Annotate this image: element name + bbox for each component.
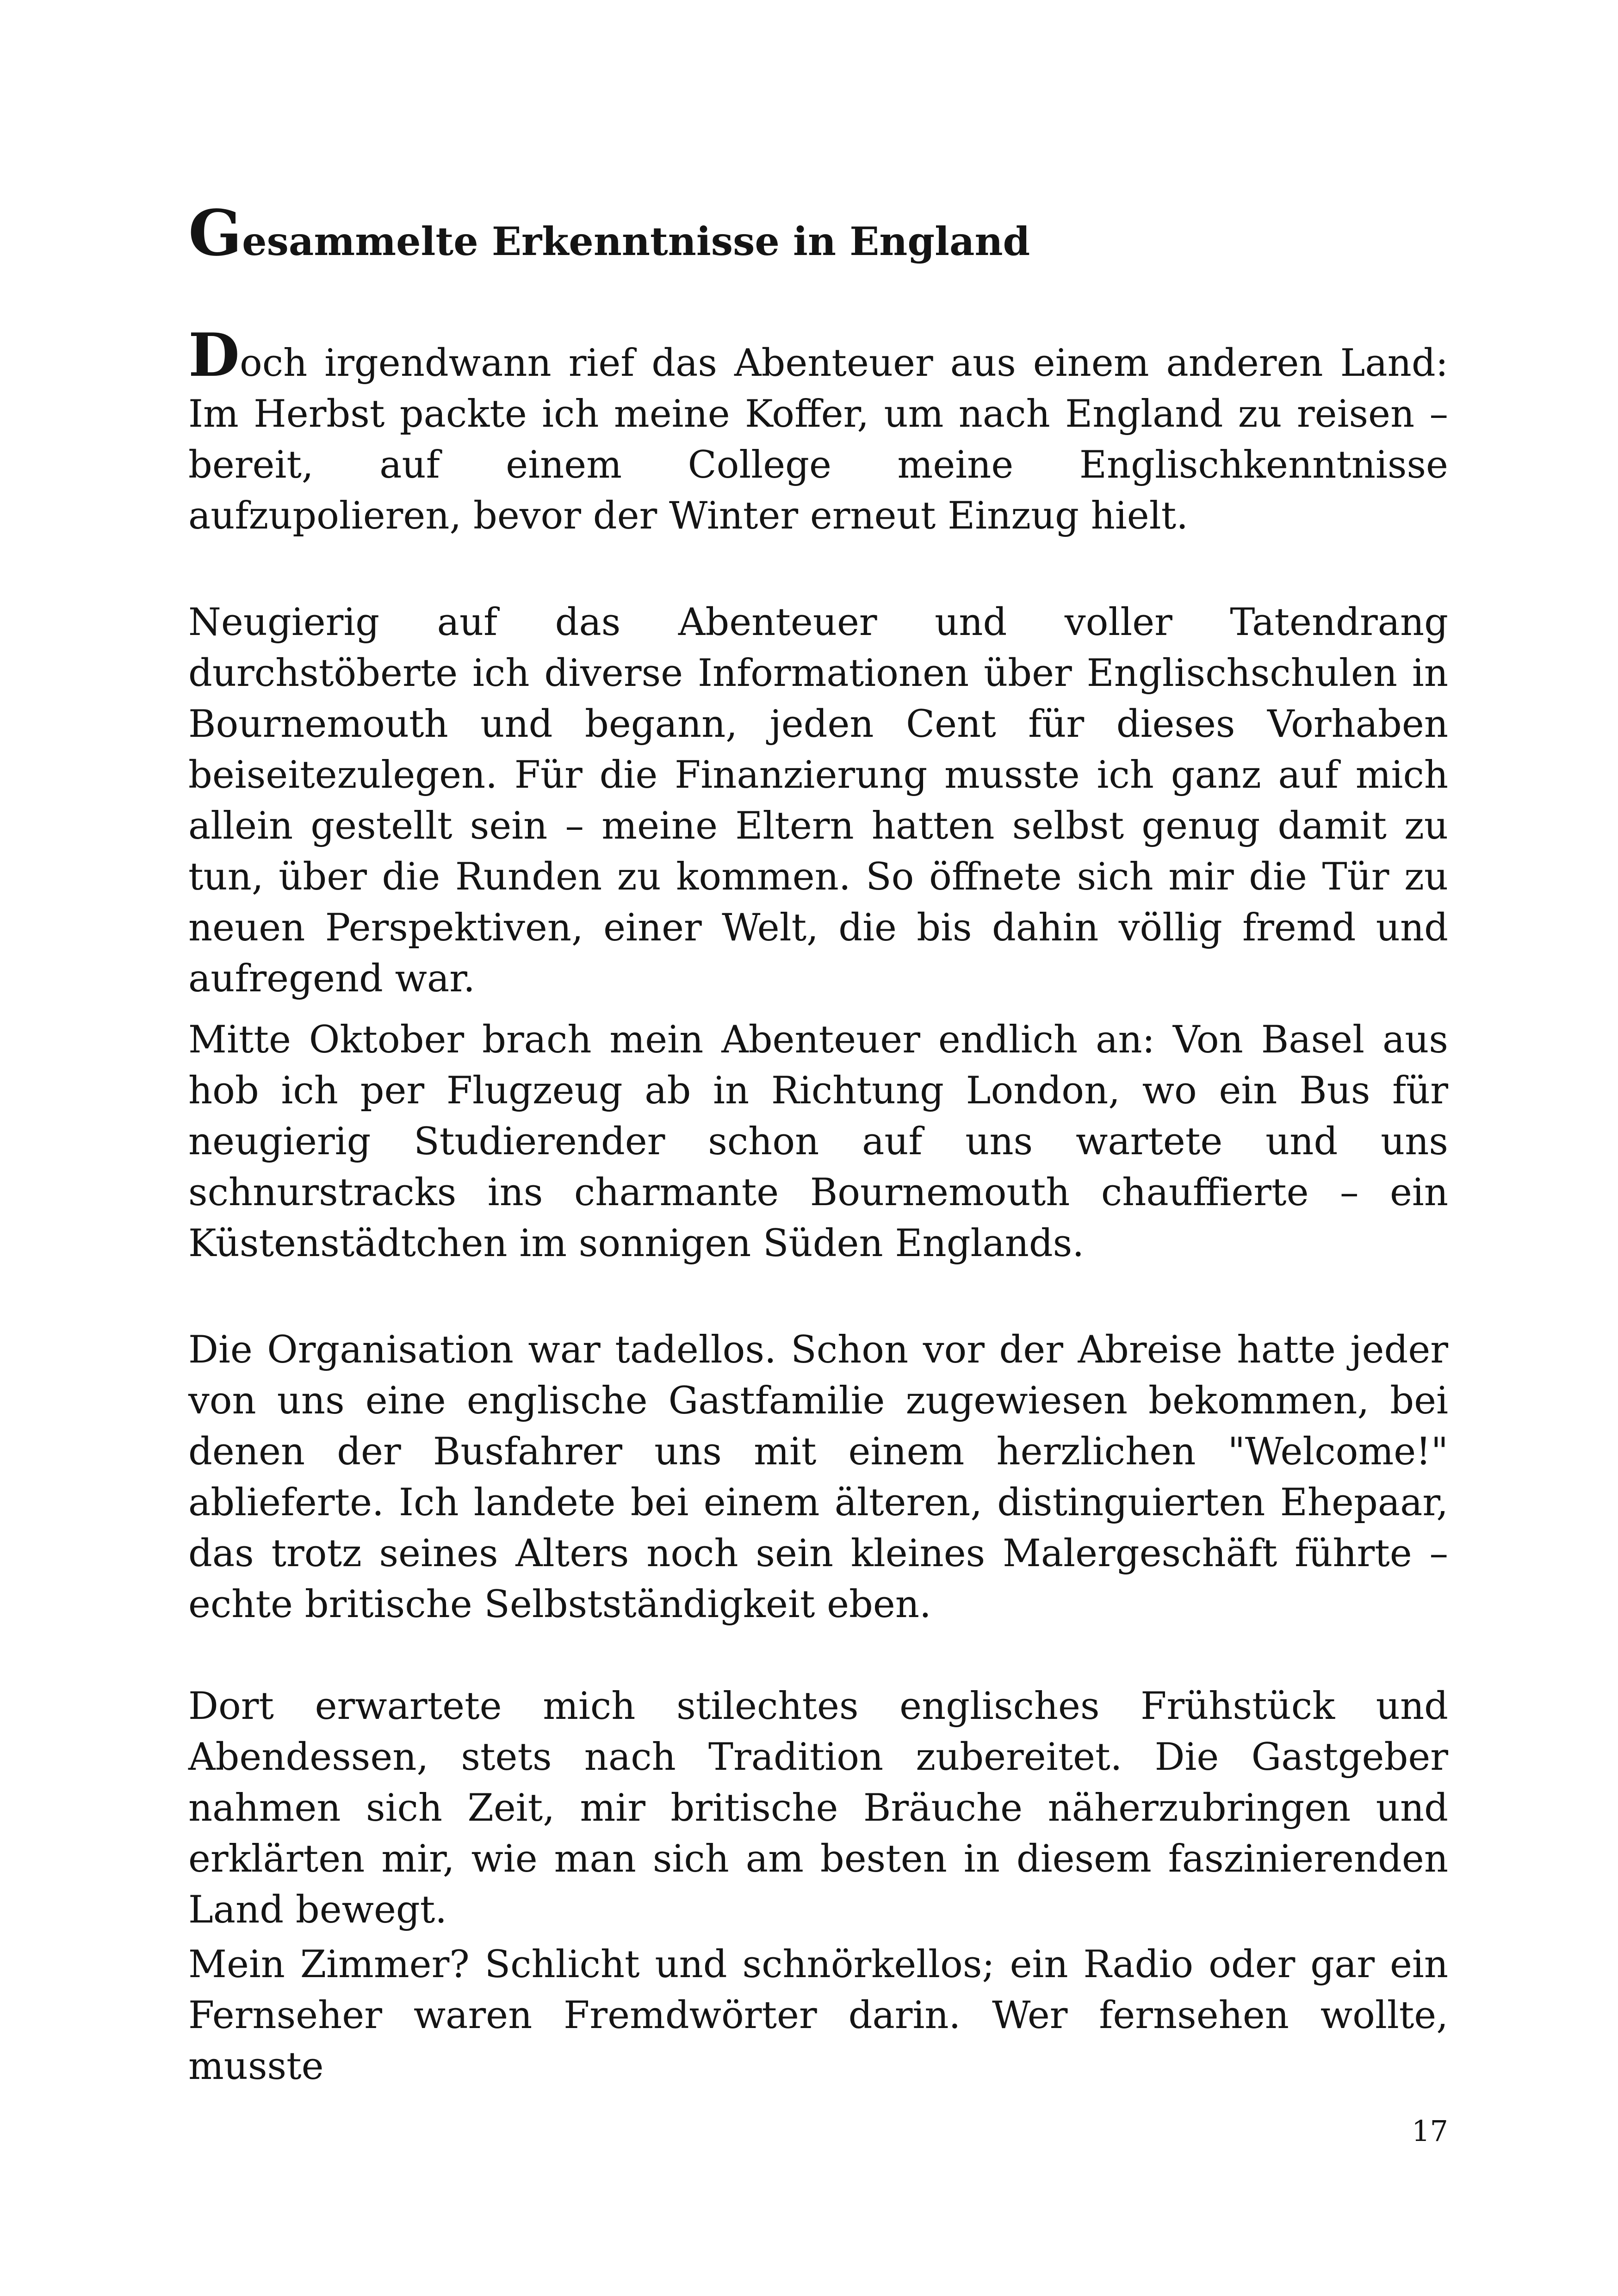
paragraph-6: Mein Zimmer? Schlicht und schnörkellos; ein Radio oder gar ein Fernseher waren Fremdwörter darin. Wer fernsehen wollte, musste: [188, 1943, 1448, 2088]
paragraph-1-text: och irgendwann rief das Abenteuer aus einem anderen Land: Im Herbst packte ich meine Koffer, um nach England zu reisen – bereit, auf einem College meine Englischkenntnisse aufzupolieren, bevor der Winter erneut Einzug hielt.: [188, 342, 1448, 538]
chapter-heading: [188, 196, 1438, 270]
page-number: 17: [1412, 2114, 1448, 2148]
paragraph-3: Mitte Oktober brach mein Abenteuer endlich an: Von Basel aus hob ich per Flugzeug ab in Richtung London, wo ein Bus für neugierig Studierender schon auf uns wartete und uns schnurstracks ins charmante Bournemouth chauffierte – ein Küstenstädtchen im sonnigen Süden Englands.: [188, 1018, 1448, 1265]
paragraph-4: Die Organisation war tadellos. Schon vor der Abreise hatte jeder von uns eine englische Gastfamilie zugewiesen bekommen, bei denen der Busfahrer uns mit einem herzlichen "Welcome!" ablieferte. Ich landete bei einem älteren, distinguierten Ehepaar, das trotz seines Alters noch sein kleines Malergeschäft führte – echte britische Selbstständigkeit eben.: [188, 1328, 1448, 1626]
paragraph-5: Dort erwartete mich stilechtes englisches Frühstück und Abendessen, stets nach Tradition zubereitet. Die Gastgeber nahmen sich Zeit, mir britische Bräuche näherzubringen und erklärten mir, wie man sich am besten in diesem faszinierenden Land bewegt.: [188, 1685, 1448, 1932]
chapter-heading-text: esammelte Erkenntnisse in England: [242, 218, 1030, 264]
paragraph-initial: D: [188, 321, 240, 390]
chapter-heading-initial: G: [188, 196, 242, 270]
paragraph-2: Neugierig auf das Abenteuer und voller Tatendrang durchstöberte ich diverse Informationen über Englischschulen in Bournemouth und begann, jeden Cent für dieses Vorhaben beiseitezulegen. Für die Finanzierung musste ich ganz auf mich allein gestellt sein – meine Eltern hatten selbst genug damit zu tun, über die Runden zu kommen. So öffnete sich mir die Tür zu neuen Perspektiven, einer Welt, die bis dahin völlig fremd und aufregend war.: [188, 601, 1448, 1001]
paragraph-1: [188, 321, 1448, 541]
